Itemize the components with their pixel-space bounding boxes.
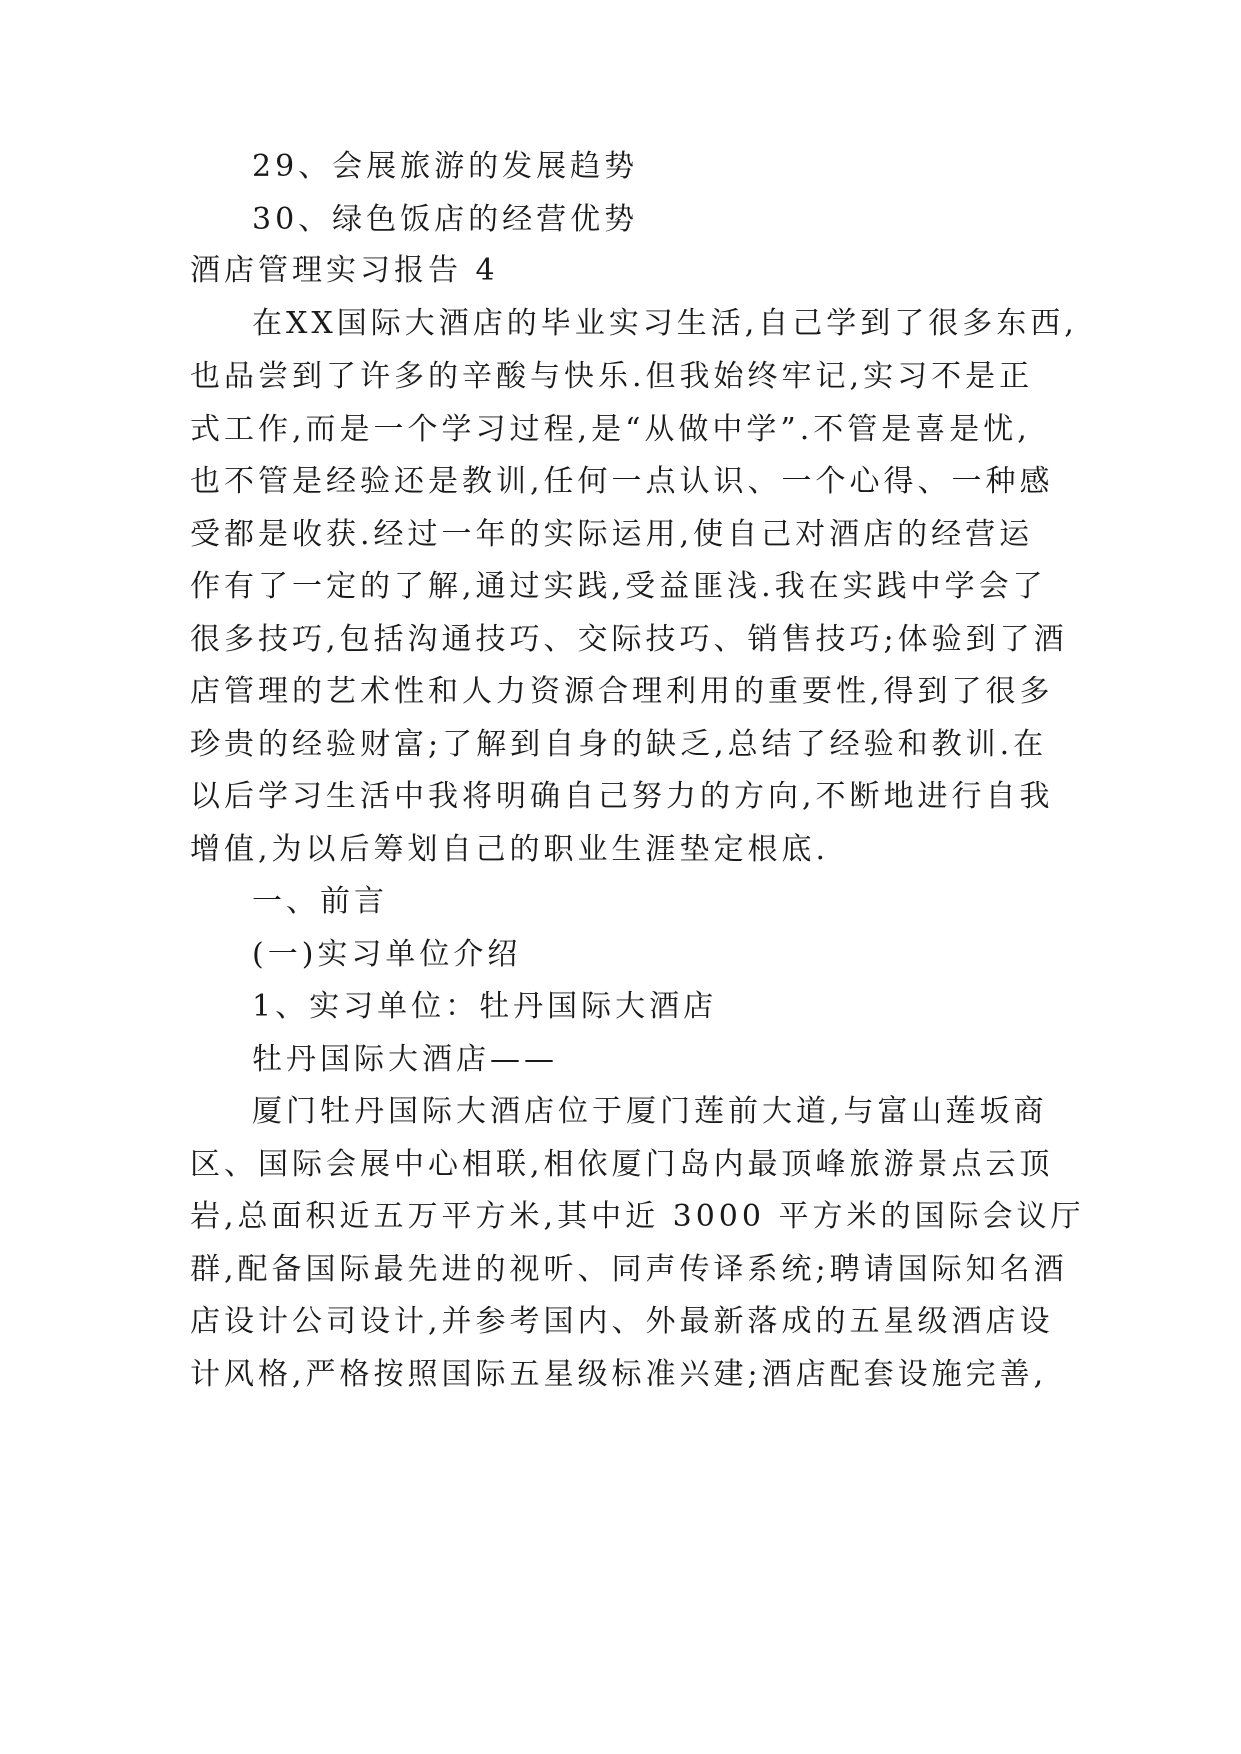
paragraph1-line-1: 在XX国际大酒店的毕业实习生活,自己学到了很多东西, [252, 306, 1078, 341]
paragraph1-line-6: 作有了一定的了解,通过实践,受益匪浅.我在实践中学会了 [190, 569, 1047, 604]
paragraph2-line-3: 岩,总面积近五万平方米,其中近 3000 平方米的国际会议厅 [190, 1199, 1085, 1234]
paragraph1-line-2: 也品尝到了许多的辛酸与快乐.但我始终牢记,实习不是正 [190, 359, 1034, 394]
paragraph2-line-5: 店设计公司设计,并参考国内、外最新落成的五星级酒店设 [190, 1304, 1054, 1339]
paragraph1-line-3: 式工作,而是一个学习过程,是“从做中学”.不管是喜是忧, [190, 412, 1031, 447]
section-title: 酒店管理实习报告 4 [190, 253, 499, 288]
paragraph1-line-7: 很多技巧,包括沟通技巧、交际技巧、销售技巧;体验到了酒 [190, 622, 1068, 657]
paragraph2-line-4: 群,配备国际最先进的视听、同声传译系统;聘请国际知名酒 [190, 1252, 1068, 1287]
paragraph1-line-11: 增值,为以后筹划自己的职业生涯垫定根底. [190, 832, 830, 867]
paragraph1-line-4: 也不管是经验还是教训,任何一点认识、一个心得、一种感 [190, 464, 1054, 499]
paragraph1-line-8: 店管理的艺术性和人力资源合理利用的重要性,得到了很多 [190, 674, 1054, 709]
paragraph1-line-9: 珍贵的经验财富;了解到自身的缺乏,总结了经验和教训.在 [190, 727, 1048, 762]
heading-preface: 一、前言 [252, 884, 388, 919]
hotel-name-line: 牡丹国际大酒店—— [252, 1042, 558, 1077]
paragraph2-line-6: 计风格,严格按照国际五星级标准兴建;酒店配套设施完善, [190, 1357, 1048, 1392]
paragraph2-line-2: 区、国际会展中心相联,相依厦门岛内最顶峰旅游景点云顶 [190, 1147, 1054, 1182]
paragraph1-line-5: 受都是收获.经过一年的实际运用,使自己对酒店的经营运 [190, 517, 1034, 552]
list-item-29: 29、会展旅游的发展趋势 [252, 149, 639, 184]
unit-line: 1、实习单位：牡丹国际大酒店 [252, 989, 718, 1024]
list-item-30: 30、绿色饭店的经营优势 [252, 202, 639, 237]
heading-unit-intro: (一)实习单位介绍 [252, 937, 522, 972]
paragraph1-line-10: 以后学习生活中我将明确自己努力的方向,不断地进行自我 [190, 779, 1054, 814]
paragraph2-line-1: 厦门牡丹国际大酒店位于厦门莲前大道,与富山莲坂商 [252, 1094, 1048, 1129]
